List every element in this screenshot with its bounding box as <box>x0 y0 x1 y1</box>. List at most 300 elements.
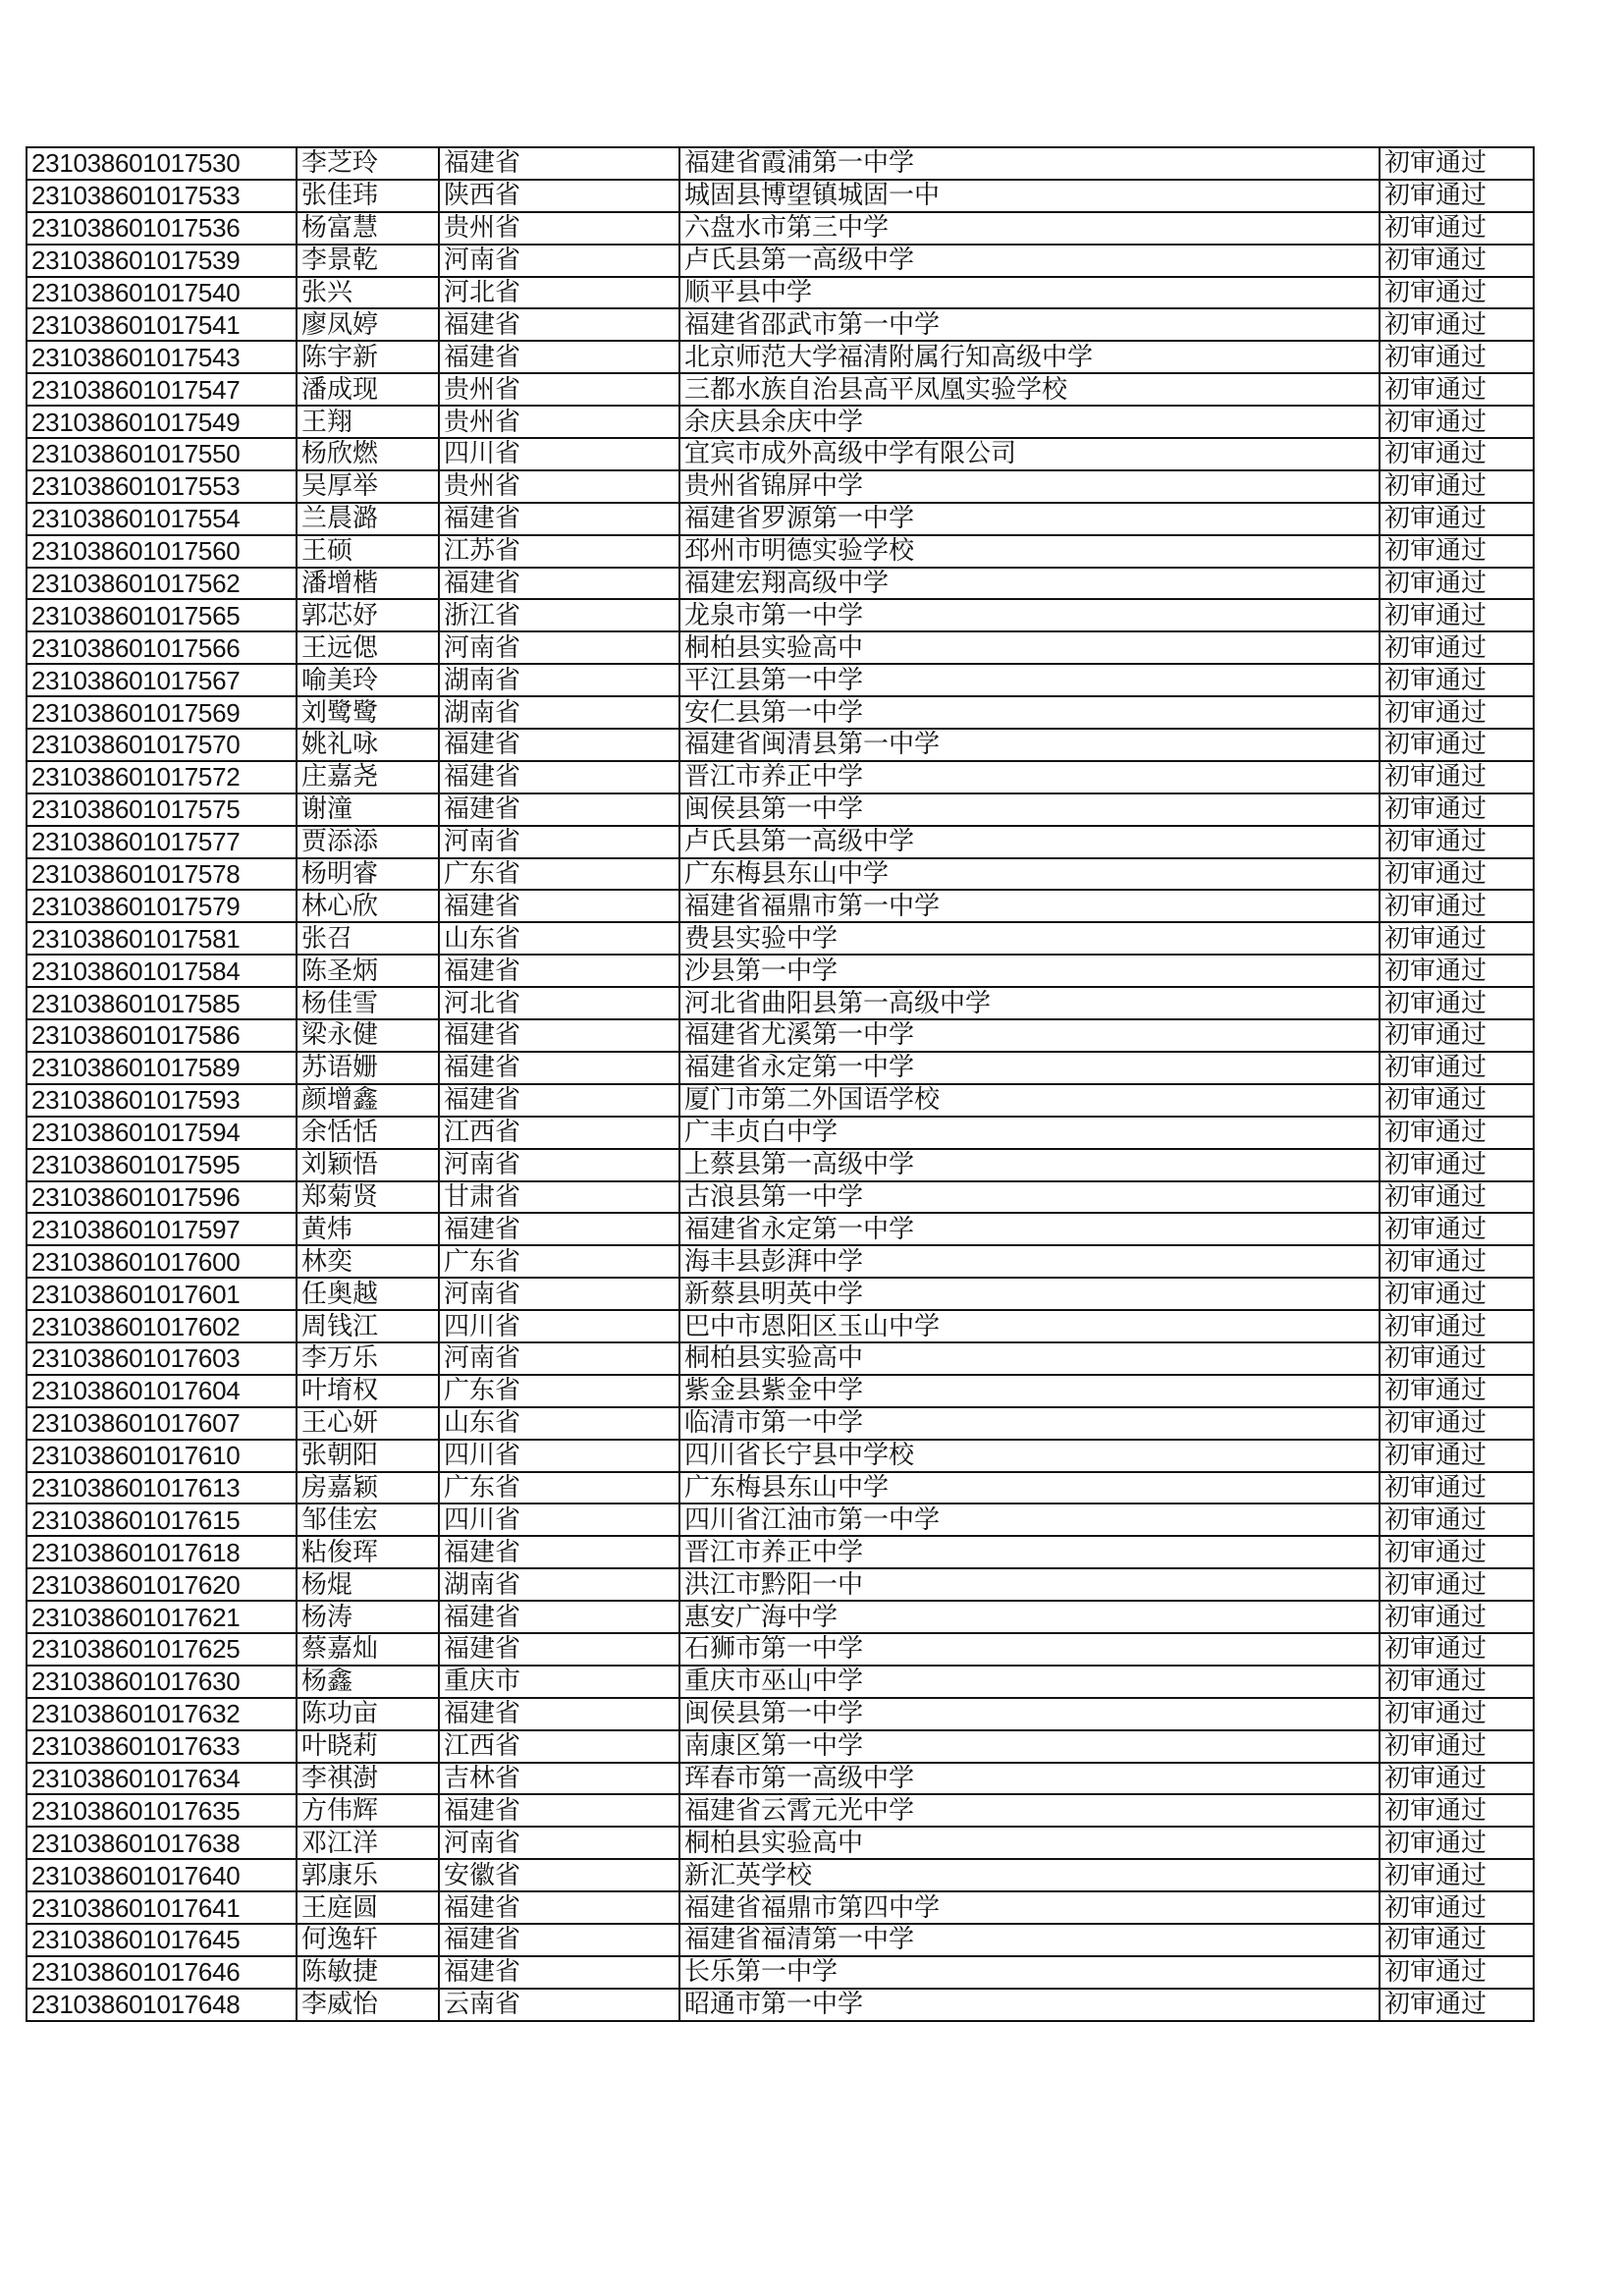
applicant-name-cell: 李景乾 <box>297 245 439 277</box>
school-cell: 广东梅县东山中学 <box>679 1472 1380 1504</box>
review-status-cell: 初审通过 <box>1380 147 1534 180</box>
review-status-cell: 初审通过 <box>1380 955 1534 987</box>
school-cell: 福建省永定第一中学 <box>679 1052 1380 1084</box>
applicant-name-cell: 郭芯妤 <box>297 599 439 631</box>
province-cell: 江西省 <box>439 1730 679 1763</box>
applicant-name-cell: 任奥越 <box>297 1278 439 1310</box>
school-cell: 珲春市第一高级中学 <box>679 1763 1380 1795</box>
review-status-cell: 初审通过 <box>1380 535 1534 568</box>
applicant-id-cell: 231038601017640 <box>27 1859 297 1891</box>
applicant-id-cell: 231038601017596 <box>27 1181 297 1214</box>
table-row <box>27 308 1534 341</box>
applicant-id-cell: 231038601017577 <box>27 826 297 858</box>
table-row <box>27 1440 1534 1472</box>
applicant-id-cell: 231038601017610 <box>27 1440 297 1472</box>
review-status-cell: 初审通过 <box>1380 1859 1534 1891</box>
applicant-name-cell: 颜增鑫 <box>297 1084 439 1117</box>
applicant-id-cell: 231038601017634 <box>27 1763 297 1795</box>
applicant-id-cell: 231038601017553 <box>27 470 297 503</box>
table-row <box>27 1666 1534 1698</box>
school-cell: 广东梅县东山中学 <box>679 858 1380 891</box>
applicant-name-cell: 李芝玲 <box>297 147 439 180</box>
school-cell: 昭通市第一中学 <box>679 1989 1380 2021</box>
table-row <box>27 1698 1534 1730</box>
province-cell: 福建省 <box>439 793 679 826</box>
review-status-cell: 初审通过 <box>1380 729 1534 761</box>
applicant-name-cell: 李祺澍 <box>297 1763 439 1795</box>
school-cell: 重庆市巫山中学 <box>679 1666 1380 1698</box>
school-cell: 余庆县余庆中学 <box>679 406 1380 438</box>
province-cell: 福建省 <box>439 1956 679 1989</box>
applicant-id-cell: 231038601017565 <box>27 599 297 631</box>
table-row <box>27 1117 1534 1149</box>
school-cell: 石狮市第一中学 <box>679 1633 1380 1666</box>
applicant-name-cell: 郑菊贤 <box>297 1181 439 1214</box>
school-cell: 邳州市明德实验学校 <box>679 535 1380 568</box>
review-status-cell: 初审通过 <box>1380 858 1534 891</box>
table-row <box>27 793 1534 826</box>
province-cell: 福建省 <box>439 341 679 373</box>
applicant-name-cell: 王心妍 <box>297 1407 439 1440</box>
applicant-name-cell: 吴厚举 <box>297 470 439 503</box>
school-cell: 福建省福清第一中学 <box>679 1924 1380 1956</box>
table-row <box>27 1213 1534 1245</box>
school-cell: 三都水族自治县高平凤凰实验学校 <box>679 373 1380 406</box>
review-status-cell: 初审通过 <box>1380 1342 1534 1375</box>
applicant-name-cell: 余恬恬 <box>297 1117 439 1149</box>
province-cell: 山东省 <box>439 1407 679 1440</box>
review-status-cell: 初审通过 <box>1380 503 1534 535</box>
applicant-name-cell: 王硕 <box>297 535 439 568</box>
school-cell: 卢氏县第一高级中学 <box>679 245 1380 277</box>
table-row <box>27 1924 1534 1956</box>
review-status-cell: 初审通过 <box>1380 341 1534 373</box>
table-row <box>27 729 1534 761</box>
applicant-name-cell: 苏语姗 <box>297 1052 439 1084</box>
province-cell: 四川省 <box>439 438 679 470</box>
province-cell: 福建省 <box>439 147 679 180</box>
applicant-name-cell: 杨欣燃 <box>297 438 439 470</box>
review-status-cell: 初审通过 <box>1380 1536 1534 1568</box>
review-status-cell: 初审通过 <box>1380 1794 1534 1827</box>
province-cell: 湖南省 <box>439 1568 679 1601</box>
table-row <box>27 1310 1534 1342</box>
review-status-cell: 初审通过 <box>1380 245 1534 277</box>
review-status-cell: 初审通过 <box>1380 1568 1534 1601</box>
review-status-cell: 初审通过 <box>1380 1763 1534 1795</box>
province-cell: 福建省 <box>439 729 679 761</box>
review-status-cell: 初审通过 <box>1380 212 1534 245</box>
applicant-id-cell: 231038601017593 <box>27 1084 297 1117</box>
applicant-id-cell: 231038601017633 <box>27 1730 297 1763</box>
province-cell: 云南省 <box>439 1989 679 2021</box>
applicant-id-cell: 231038601017575 <box>27 793 297 826</box>
school-cell: 南康区第一中学 <box>679 1730 1380 1763</box>
table-row <box>27 987 1534 1019</box>
table-row <box>27 922 1534 955</box>
school-cell: 桐柏县实验高中 <box>679 1827 1380 1859</box>
applicant-id-cell: 231038601017585 <box>27 987 297 1019</box>
province-cell: 福建省 <box>439 1698 679 1730</box>
table-row <box>27 1245 1534 1278</box>
applicant-name-cell: 贾添添 <box>297 826 439 858</box>
table-row <box>27 277 1534 309</box>
applicant-name-cell: 叶堉权 <box>297 1375 439 1407</box>
applicant-name-cell: 房嘉颖 <box>297 1472 439 1504</box>
school-cell: 福建省霞浦第一中学 <box>679 147 1380 180</box>
applicant-id-cell: 231038601017539 <box>27 245 297 277</box>
school-cell: 桐柏县实验高中 <box>679 1342 1380 1375</box>
table-row <box>27 1472 1534 1504</box>
table-row <box>27 1730 1534 1763</box>
school-cell: 福建宏翔高级中学 <box>679 568 1380 600</box>
school-cell: 洪江市黔阳一中 <box>679 1568 1380 1601</box>
review-status-cell: 初审通过 <box>1380 1117 1534 1149</box>
table-row <box>27 1052 1534 1084</box>
applicant-id-cell: 231038601017543 <box>27 341 297 373</box>
roster-table <box>26 146 1535 2022</box>
applicant-id-cell: 231038601017638 <box>27 1827 297 1859</box>
applicant-id-cell: 231038601017621 <box>27 1601 297 1633</box>
applicant-id-cell: 231038601017562 <box>27 568 297 600</box>
applicant-name-cell: 姚礼咏 <box>297 729 439 761</box>
applicant-id-cell: 231038601017594 <box>27 1117 297 1149</box>
review-status-cell: 初审通过 <box>1380 631 1534 664</box>
school-cell: 宜宾市成外高级中学有限公司 <box>679 438 1380 470</box>
review-status-cell: 初审通过 <box>1380 1666 1534 1698</box>
applicant-name-cell: 邹佳宏 <box>297 1503 439 1536</box>
province-cell: 安徽省 <box>439 1859 679 1891</box>
applicant-id-cell: 231038601017530 <box>27 147 297 180</box>
table-row <box>27 761 1534 793</box>
applicant-id-cell: 231038601017602 <box>27 1310 297 1342</box>
table-row <box>27 406 1534 438</box>
applicant-id-cell: 231038601017600 <box>27 1245 297 1278</box>
applicant-name-cell: 陈圣炳 <box>297 955 439 987</box>
applicant-name-cell: 黄炜 <box>297 1213 439 1245</box>
table-row <box>27 1342 1534 1375</box>
applicant-name-cell: 杨涛 <box>297 1601 439 1633</box>
province-cell: 福建省 <box>439 1633 679 1666</box>
review-status-cell: 初审通过 <box>1380 1019 1534 1052</box>
school-cell: 河北省曲阳县第一高级中学 <box>679 987 1380 1019</box>
table-row <box>27 1989 1534 2021</box>
review-status-cell: 初审通过 <box>1380 696 1534 729</box>
applicant-id-cell: 231038601017549 <box>27 406 297 438</box>
school-cell: 临清市第一中学 <box>679 1407 1380 1440</box>
table-row <box>27 438 1534 470</box>
applicant-name-cell: 王翔 <box>297 406 439 438</box>
applicant-name-cell: 杨佳雪 <box>297 987 439 1019</box>
school-cell: 费县实验中学 <box>679 922 1380 955</box>
table-row <box>27 1503 1534 1536</box>
table-row <box>27 373 1534 406</box>
table-row <box>27 1149 1534 1181</box>
review-status-cell: 初审通过 <box>1380 599 1534 631</box>
applicant-name-cell: 李万乐 <box>297 1342 439 1375</box>
applicant-name-cell: 庄嘉尧 <box>297 761 439 793</box>
applicant-name-cell: 刘鹭鹭 <box>297 696 439 729</box>
school-cell: 平江县第一中学 <box>679 664 1380 696</box>
table-row <box>27 341 1534 373</box>
applicant-id-cell: 231038601017615 <box>27 1503 297 1536</box>
review-status-cell: 初审通过 <box>1380 890 1534 922</box>
applicant-name-cell: 陈敏捷 <box>297 1956 439 1989</box>
applicant-name-cell: 梁永健 <box>297 1019 439 1052</box>
applicant-name-cell: 刘颖悟 <box>297 1149 439 1181</box>
table-row <box>27 245 1534 277</box>
province-cell: 贵州省 <box>439 470 679 503</box>
review-status-cell: 初审通过 <box>1380 180 1534 212</box>
school-cell: 晋江市养正中学 <box>679 761 1380 793</box>
review-status-cell: 初审通过 <box>1380 1472 1534 1504</box>
applicant-id-cell: 231038601017550 <box>27 438 297 470</box>
review-status-cell: 初审通过 <box>1380 438 1534 470</box>
province-cell: 重庆市 <box>439 1666 679 1698</box>
applicant-name-cell: 陈功亩 <box>297 1698 439 1730</box>
table-row <box>27 1278 1534 1310</box>
table-row <box>27 1956 1534 1989</box>
province-cell: 河北省 <box>439 987 679 1019</box>
province-cell: 浙江省 <box>439 599 679 631</box>
province-cell: 吉林省 <box>439 1763 679 1795</box>
review-status-cell: 初审通过 <box>1380 1149 1534 1181</box>
review-status-cell: 初审通过 <box>1380 1440 1534 1472</box>
applicant-id-cell: 231038601017630 <box>27 1666 297 1698</box>
applicant-id-cell: 231038601017620 <box>27 1568 297 1601</box>
review-status-cell: 初审通过 <box>1380 308 1534 341</box>
province-cell: 福建省 <box>439 890 679 922</box>
school-cell: 六盘水市第三中学 <box>679 212 1380 245</box>
applicant-id-cell: 231038601017547 <box>27 373 297 406</box>
applicant-id-cell: 231038601017618 <box>27 1536 297 1568</box>
table-row <box>27 180 1534 212</box>
applicant-name-cell: 潘增楷 <box>297 568 439 600</box>
school-cell: 四川省江油市第一中学 <box>679 1503 1380 1536</box>
table-row <box>27 1019 1534 1052</box>
review-status-cell: 初审通过 <box>1380 1989 1534 2021</box>
province-cell: 福建省 <box>439 1019 679 1052</box>
table-row <box>27 1181 1534 1214</box>
applicant-id-cell: 231038601017569 <box>27 696 297 729</box>
applicant-id-cell: 231038601017645 <box>27 1924 297 1956</box>
applicant-id-cell: 231038601017625 <box>27 1633 297 1666</box>
review-status-cell: 初审通过 <box>1380 1278 1534 1310</box>
school-cell: 惠安广海中学 <box>679 1601 1380 1633</box>
review-status-cell: 初审通过 <box>1380 1601 1534 1633</box>
province-cell: 福建省 <box>439 1794 679 1827</box>
applicant-id-cell: 231038601017601 <box>27 1278 297 1310</box>
table-row <box>27 1633 1534 1666</box>
applicant-id-cell: 231038601017554 <box>27 503 297 535</box>
applicant-id-cell: 231038601017572 <box>27 761 297 793</box>
review-status-cell: 初审通过 <box>1380 406 1534 438</box>
review-status-cell: 初审通过 <box>1380 1698 1534 1730</box>
school-cell: 福建省福鼎市第四中学 <box>679 1891 1380 1924</box>
review-status-cell: 初审通过 <box>1380 793 1534 826</box>
applicant-id-cell: 231038601017603 <box>27 1342 297 1375</box>
province-cell: 江西省 <box>439 1117 679 1149</box>
school-cell: 福建省云霄元光中学 <box>679 1794 1380 1827</box>
province-cell: 贵州省 <box>439 373 679 406</box>
applicant-name-cell: 张兴 <box>297 277 439 309</box>
province-cell: 福建省 <box>439 1891 679 1924</box>
applicant-name-cell: 李威怡 <box>297 1989 439 2021</box>
applicant-id-cell: 231038601017586 <box>27 1019 297 1052</box>
table-row <box>27 1891 1534 1924</box>
applicant-name-cell: 杨鑫 <box>297 1666 439 1698</box>
review-status-cell: 初审通过 <box>1380 1891 1534 1924</box>
review-status-cell: 初审通过 <box>1380 1633 1534 1666</box>
applicant-name-cell: 林心欣 <box>297 890 439 922</box>
review-status-cell: 初审通过 <box>1380 1181 1534 1214</box>
applicant-id-cell: 231038601017566 <box>27 631 297 664</box>
applicant-name-cell: 谢潼 <box>297 793 439 826</box>
school-cell: 沙县第一中学 <box>679 955 1380 987</box>
table-row <box>27 955 1534 987</box>
applicant-name-cell: 郭康乐 <box>297 1859 439 1891</box>
province-cell: 福建省 <box>439 308 679 341</box>
review-status-cell: 初审通过 <box>1380 1084 1534 1117</box>
table-row <box>27 1827 1534 1859</box>
roster-table-body <box>27 147 1534 2021</box>
school-cell: 福建省闽清县第一中学 <box>679 729 1380 761</box>
review-status-cell: 初审通过 <box>1380 1956 1534 1989</box>
applicant-name-cell: 张佳玮 <box>297 180 439 212</box>
province-cell: 河南省 <box>439 1149 679 1181</box>
applicant-id-cell: 231038601017646 <box>27 1956 297 1989</box>
table-row <box>27 664 1534 696</box>
province-cell: 河南省 <box>439 826 679 858</box>
province-cell: 福建省 <box>439 1924 679 1956</box>
province-cell: 福建省 <box>439 1213 679 1245</box>
province-cell: 福建省 <box>439 1536 679 1568</box>
applicant-id-cell: 231038601017604 <box>27 1375 297 1407</box>
applicant-name-cell: 张朝阳 <box>297 1440 439 1472</box>
province-cell: 河南省 <box>439 245 679 277</box>
applicant-id-cell: 231038601017536 <box>27 212 297 245</box>
review-status-cell: 初审通过 <box>1380 922 1534 955</box>
review-status-cell: 初审通过 <box>1380 1827 1534 1859</box>
applicant-name-cell: 周钱江 <box>297 1310 439 1342</box>
province-cell: 江苏省 <box>439 535 679 568</box>
school-cell: 安仁县第一中学 <box>679 696 1380 729</box>
applicant-id-cell: 231038601017613 <box>27 1472 297 1504</box>
table-row <box>27 890 1534 922</box>
province-cell: 福建省 <box>439 761 679 793</box>
province-cell: 贵州省 <box>439 212 679 245</box>
table-row <box>27 1763 1534 1795</box>
table-row <box>27 1407 1534 1440</box>
school-cell: 晋江市养正中学 <box>679 1536 1380 1568</box>
applicant-id-cell: 231038601017567 <box>27 664 297 696</box>
school-cell: 福建省罗源第一中学 <box>679 503 1380 535</box>
school-cell: 福建省邵武市第一中学 <box>679 308 1380 341</box>
province-cell: 河北省 <box>439 277 679 309</box>
province-cell: 福建省 <box>439 1084 679 1117</box>
school-cell: 福建省福鼎市第一中学 <box>679 890 1380 922</box>
review-status-cell: 初审通过 <box>1380 470 1534 503</box>
table-row <box>27 503 1534 535</box>
school-cell: 顺平县中学 <box>679 277 1380 309</box>
table-row <box>27 1794 1534 1827</box>
applicant-id-cell: 231038601017584 <box>27 955 297 987</box>
school-cell: 巴中市恩阳区玉山中学 <box>679 1310 1380 1342</box>
applicant-id-cell: 231038601017541 <box>27 308 297 341</box>
applicant-name-cell: 粘俊珲 <box>297 1536 439 1568</box>
applicant-id-cell: 231038601017570 <box>27 729 297 761</box>
applicant-id-cell: 231038601017540 <box>27 277 297 309</box>
province-cell: 河南省 <box>439 1827 679 1859</box>
applicant-id-cell: 231038601017581 <box>27 922 297 955</box>
table-row <box>27 568 1534 600</box>
province-cell: 河南省 <box>439 1342 679 1375</box>
school-cell: 古浪县第一中学 <box>679 1181 1380 1214</box>
province-cell: 四川省 <box>439 1440 679 1472</box>
province-cell: 甘肃省 <box>439 1181 679 1214</box>
applicant-name-cell: 兰晨潞 <box>297 503 439 535</box>
school-cell: 上蔡县第一高级中学 <box>679 1149 1380 1181</box>
applicant-name-cell: 喻美玲 <box>297 664 439 696</box>
review-status-cell: 初审通过 <box>1380 568 1534 600</box>
applicant-id-cell: 231038601017533 <box>27 180 297 212</box>
applicant-name-cell: 王远偲 <box>297 631 439 664</box>
province-cell: 湖南省 <box>439 664 679 696</box>
province-cell: 福建省 <box>439 1601 679 1633</box>
table-row <box>27 1859 1534 1891</box>
applicant-id-cell: 231038601017632 <box>27 1698 297 1730</box>
province-cell: 湖南省 <box>439 696 679 729</box>
table-row <box>27 147 1534 180</box>
province-cell: 河南省 <box>439 1278 679 1310</box>
province-cell: 陕西省 <box>439 180 679 212</box>
school-cell: 龙泉市第一中学 <box>679 599 1380 631</box>
school-cell: 闽侯县第一中学 <box>679 1698 1380 1730</box>
review-status-cell: 初审通过 <box>1380 277 1534 309</box>
review-status-cell: 初审通过 <box>1380 1730 1534 1763</box>
school-cell: 四川省长宁县中学校 <box>679 1440 1380 1472</box>
applicant-id-cell: 231038601017641 <box>27 1891 297 1924</box>
applicant-name-cell: 邓江洋 <box>297 1827 439 1859</box>
applicant-id-cell: 231038601017578 <box>27 858 297 891</box>
province-cell: 贵州省 <box>439 406 679 438</box>
table-row <box>27 212 1534 245</box>
school-cell: 海丰县彭湃中学 <box>679 1245 1380 1278</box>
review-status-cell: 初审通过 <box>1380 1924 1534 1956</box>
applicant-id-cell: 231038601017589 <box>27 1052 297 1084</box>
applicant-name-cell: 潘成现 <box>297 373 439 406</box>
school-cell: 厦门市第二外国语学校 <box>679 1084 1380 1117</box>
school-cell: 城固县博望镇城固一中 <box>679 180 1380 212</box>
province-cell: 福建省 <box>439 503 679 535</box>
province-cell: 福建省 <box>439 955 679 987</box>
school-cell: 新蔡县明英中学 <box>679 1278 1380 1310</box>
province-cell: 四川省 <box>439 1310 679 1342</box>
applicant-id-cell: 231038601017635 <box>27 1794 297 1827</box>
applicant-name-cell: 张召 <box>297 922 439 955</box>
table-row <box>27 696 1534 729</box>
applicant-name-cell: 林奕 <box>297 1245 439 1278</box>
applicant-id-cell: 231038601017648 <box>27 1989 297 2021</box>
province-cell: 广东省 <box>439 1472 679 1504</box>
applicant-id-cell: 231038601017607 <box>27 1407 297 1440</box>
province-cell: 河南省 <box>439 631 679 664</box>
review-status-cell: 初审通过 <box>1380 1213 1534 1245</box>
applicant-id-cell: 231038601017560 <box>27 535 297 568</box>
province-cell: 四川省 <box>439 1503 679 1536</box>
table-row <box>27 631 1534 664</box>
table-row <box>27 1536 1534 1568</box>
